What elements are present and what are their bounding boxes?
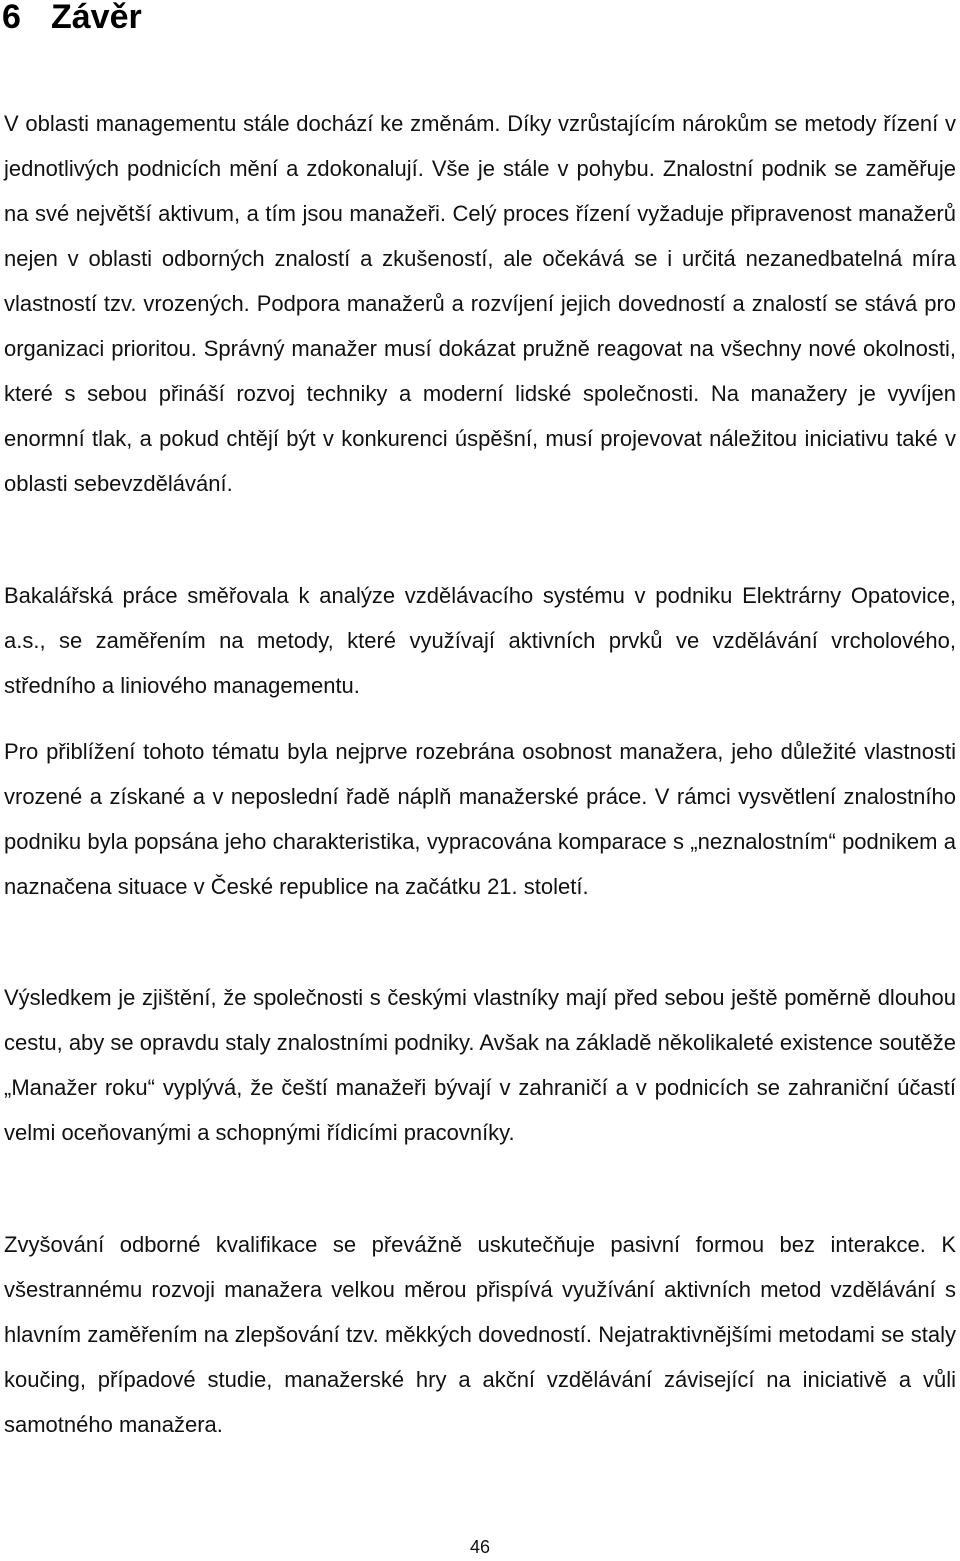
paragraph-thesis-aim: Bakalářská práce směřovala k analýze vzdělávacího systému v podniku Elektrárny Opatovice, a.s., se zaměřením na metody, které využívají aktivních prvků ve vzdělávání vrcholového, středního a liniového managementu. — [4, 583, 956, 698]
chapter-number: 6 — [2, 0, 21, 36]
chapter-title: Závěr — [51, 0, 142, 36]
page-number: 46 — [469, 1537, 491, 1557]
paragraph-approach: Pro přiblížení tohoto tématu byla nejprve rozebrána osobnost manažera, jeho důležité vlastnosti vrozené a získané a v neposlední řadě náplň manažerské práce. V rámci vysvětlení znalostního podniku byla popsána jeho charakteristika, vypracována komparace s „neznalostním“ podnikem a naznačena situace v České republice na začátku 21. století. — [4, 739, 956, 899]
chapter-heading — [2, 0, 142, 38]
paragraph-conclusion: Zvyšování odborné kvalifikace se převážně uskutečňuje pasivní formou bez interakce. K všestrannému rozvoji manažera velkou měrou přispívá využívání aktivních metod vzdělávání s hlavním zaměřením na zlepšování tzv. měkkých dovedností. Nejatraktivnějšími metodami se staly koučing, případové studie, manažerské hry a akční vzdělávání závisející na iniciativě a vůli samotného manažera. — [4, 1232, 956, 1437]
paragraph-intro: V oblasti managementu stále dochází ke změnám. Díky vzrůstajícím nárokům se metody řízení v jednotlivých podnicích mění a zdokonalují. Vše je stále v pohybu. Znalostní podnik se zaměřuje na své největší aktivum, a tím jsou manažeři. Celý proces řízení vyžaduje připravenost manažerů nejen v oblasti odborných znalostí a zkušeností, ale očekává se i určitá nezanedbatelná míra vlastností tzv. vrozených. Podpora manažerů a rozvíjení jejich dovedností a znalostí se stává pro organizaci prioritou. Správný manažer musí dokázat pružně reagovat na všechny nové okolnosti, které s sebou přináší rozvoj techniky a moderní lidské společnosti. Na manažery je vyvíjen enormní tlak, a pokud chtějí být v konkurenci úspěšní, musí projevovat náležitou iniciativu také v oblasti sebevzdělávání. — [4, 111, 956, 496]
paragraph-findings: Výsledkem je zjištění, že společnosti s českými vlastníky mají před sebou ještě poměrně dlouhou cestu, aby se opravdu staly znalostními podniky. Avšak na základě několikaleté existence soutěže „Manažer roku“ vyplývá, že čeští manažeři bývají v zahraničí a v podnicích se zahraniční účastí velmi oceňovanými a schopnými řídicími pracovníky. — [4, 985, 956, 1145]
